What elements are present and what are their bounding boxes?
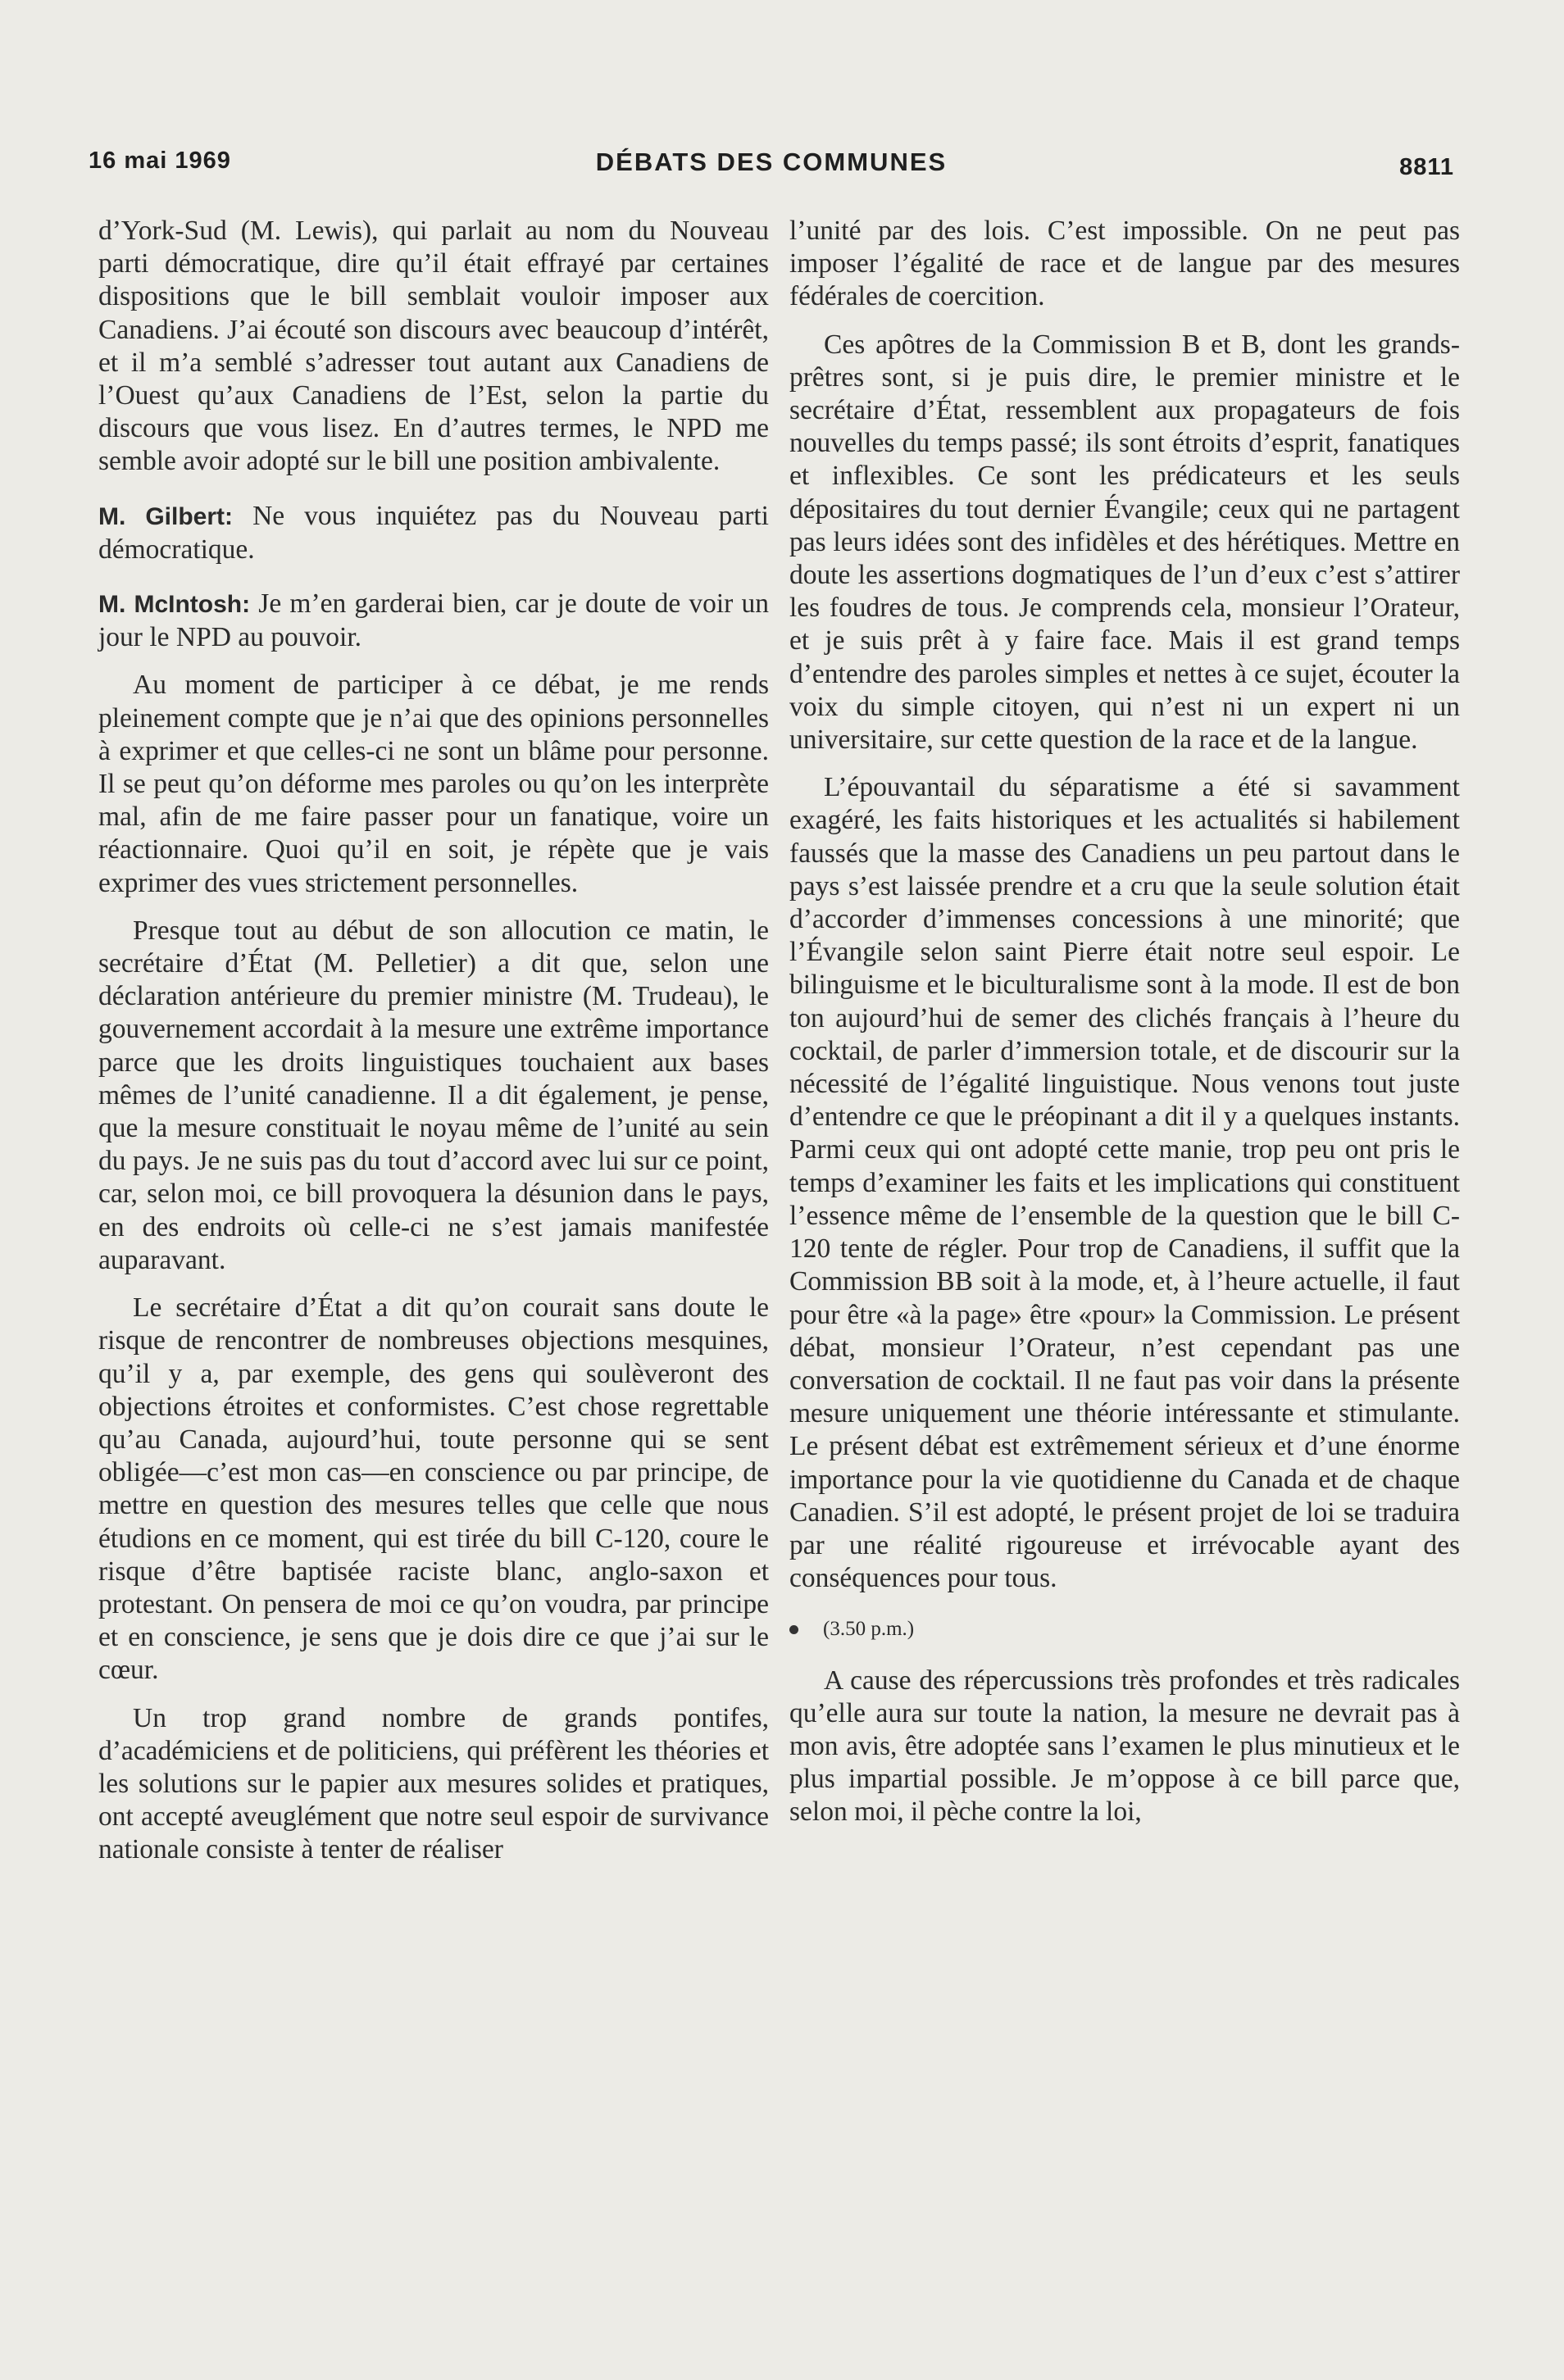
paragraph: Ces apôtres de la Commission B et B, dont les grands-prêtres sont, si je puis dire, le premier ministre et le secrétaire d’État, ressemblent aux propagateurs de fois nouvelles du temps passé; ils sont étroits d’esprit, fanatiques et inflexibles. Ce sont les prédicateurs et les seuls dépositaires du tout dernier Évangile; ceux qui ne partagent pas leurs idées sont des infidèles et des hérétiques. Mettre en doute les assertions dogmatiques de l’un d’eux c’est s’attirer les foudres de tous. Je comprends cela, monsieur l’Orateur, et je suis prêt à y faire face. Mais il est grand temps d’entendre des paroles simples et nettes à ce sujet, écouter la voix du simple citoyen, qui n’est ni un expert ni un universitaire, sur cette question de la race et de la langue.	[789, 329, 1460, 756]
paragraph: l’unité par des lois. C’est impossible. On ne peut pas imposer l’égalité de race et de langue par des mesures fédérales de coercition.	[789, 216, 1460, 312]
paragraph: d’York-Sud (M. Lewis), qui parlait au nom du Nouveau parti démocratique, dire qu’il était effrayé par certaines dispositions que le bill semblait vouloir imposer aux Canadiens. J’ai écouté son discours avec beaucoup d’intérêt, et il m’a semblé s’adresser tout autant aux Canadiens de l’Ouest qu’aux Canadiens de l’Est, selon la partie du discours que vous lisez. En d’autres termes, le NPD me semble avoir adopté sur le bill une position ambivalente.	[98, 216, 769, 477]
speech-text: Je m’en garderai bien, car je doute de voir un jour le NPD au pouvoir.	[98, 588, 770, 653]
speaker-name: M. Gilbert:	[98, 502, 234, 530]
paragraph: Presque tout au début de son allocution ce matin, le secrétaire d’État (M. Pelletier) a dit que, selon une déclaration antérieure du premier ministre (M. Trudeau), le gouvernement accordait à la mesure une extrême importance parce que les droits linguistiques touchaient aux bases mêmes de l’unité canadienne. Il a dit également, je pense, que la mesure constituait le noyau même de l’unité au sein du pays. Je ne suis pas du tout d’accord avec lui sur ce point, car, selon moi, ce bill provoquera la désunion dans le pays, en des endroits où celle-ci ne s’est jamais manifestée auparavant.	[98, 915, 769, 1275]
paragraph: L’épouvantail du séparatisme a été si savamment exagéré, les faits historiques et les actualités si habilement faussés que la masse des Canadiens un peu partout dans le pays s’est laissée prendre et a cru que la seule solution était d’accorder d’immenses concessions à une minorité; que l’Évangile selon saint Pierre était notre seul espoir. Le bilinguisme et le biculturalisme sont à la mode. Il est de bon ton aujourd’hui de semer des clichés français à l’heure du cocktail, de parler d’immersion totale, et de discourir sur la nécessité de l’égalité linguistique. Nous venons tout juste d’entendre ce que le préopinant a dit il y a quelques instants. Parmi ceux qui ont adopté cette manie, trop peu ont pris le temps d’examiner les faits et les implications qui constituent l’essence même de l’ensemble de la question que le bill C-120 tente de régler. Pour trop de Canadiens, il suffit que la Commission BB soit à la mode, et, à l’heure actuelle, il faut pour être «à la page» être «pour» la Commission. Le présent débat, monsieur l’Orateur, n’est cependant pas une conversation de cocktail. Il ne faut pas voir dans la présente mesure uniquement une théorie intéressante et stimulante. Le présent débat est extrêmement sérieux et d’une énorme importance pour la vie quotidienne du Canada et de chaque Canadien. S’il est adopté, le présent projet de loi se traduira par une réalité rigoureuse et irrévocable ayant des conséquences pour tous.	[789, 772, 1460, 1594]
paragraph: Un trop grand nombre de grands pontifes, d’académiciens et de politiciens, qui préfèrent les théories et les solutions sur le papier aux mesures solides et pratiques, ont accepté aveuglément que notre seul espoir de survivance nationale consiste à tenter de réaliser	[98, 1702, 769, 1865]
paragraph: A cause des répercussions très profondes et très radicales qu’elle aura sur toute la nation, la mesure ne devrait pas à mon avis, être adoptée sans l’examen le plus minutieux et le plus impartial possible. Je m’oppose à ce bill parce que, selon moi, il pèche contre la loi,	[789, 1665, 1460, 1828]
time-text: (3.50 p.m.)	[823, 1618, 915, 1641]
paragraph: Le secrétaire d’État a dit qu’on courait sans doute le risque de rencontrer de nombreuses objections mesquines, qu’il y a, par exemple, des gens qui soulèveront des objections étroites et conformistes. C’est chose regrettable qu’au Canada, aujourd’hui, toute personne qui se sent obligée—c’est mon cas—en conscience ou par principe, de mettre en question des mesures telles que celle que nous étudions en ce moment, qui est tirée du bill C-120, coure le risque d’être baptisée raciste blanc, anglo-saxon et protestant. On pensera de moi ce qu’on voudra, par principe et en conscience, je sens que je dois dire ce que j’ai sur le cœur.	[98, 1292, 769, 1686]
page-header	[89, 141, 1454, 182]
speaker-turn	[98, 588, 769, 654]
left-column	[98, 215, 769, 1882]
time-marker	[789, 1613, 1460, 1646]
speaker-turn	[98, 500, 769, 566]
paragraph: Au moment de participer à ce débat, je me rends pleinement compte que je n’ai que des opinions personnelles à exprimer et que celles-ci ne sont un blâme pour personne. Il se peut qu’on déforme mes paroles ou qu’on les interprète mal, afin de me faire passer pour un fanatique, voire un réactionnaire. Quoi qu’il en soit, je répète que je vais exprimer des vues strictement personnelles.	[98, 670, 769, 898]
header-page-number: 8811	[1399, 154, 1454, 180]
right-column	[789, 215, 1460, 1844]
header-title: DÉBATS DES COMMUNES	[595, 148, 948, 176]
speech-text: Ne vous inquiétez pas du Nouveau parti démocratique.	[98, 500, 769, 565]
bullet-dot-icon	[789, 1625, 798, 1634]
header-date: 16 mai 1969	[89, 148, 231, 174]
speaker-name: M. McIntosh:	[98, 591, 251, 619]
